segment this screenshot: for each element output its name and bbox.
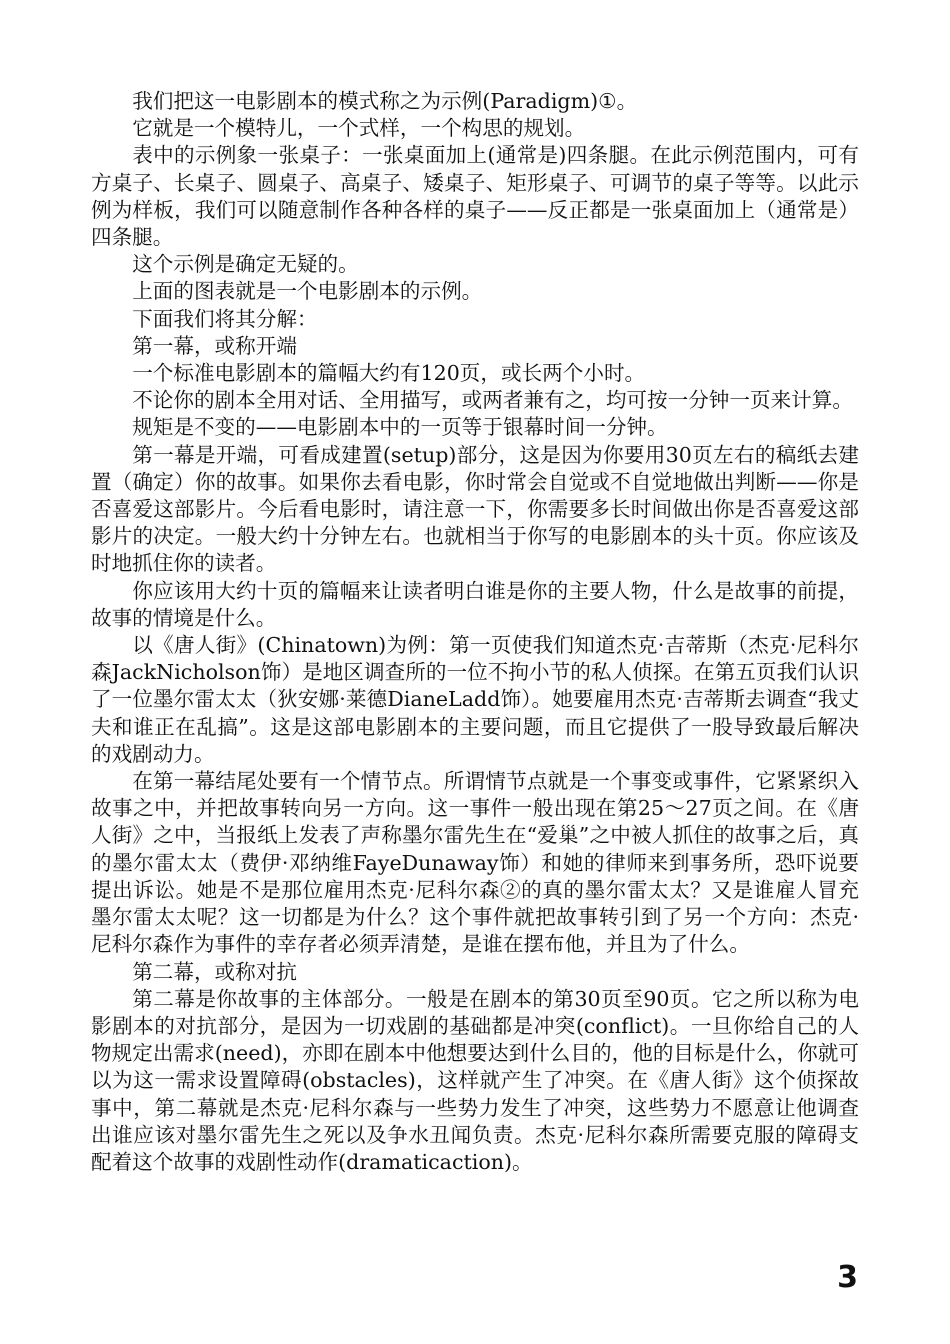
paragraph-script-length: 一个标准电影剧本的篇幅大约有120页，或长两个小时。 (132, 361, 646, 386)
paragraph-page-per-minute: 不论你的剧本全用对话、全用描写，或两者兼有之，均可按一分钟一页来计算。 (132, 388, 853, 413)
paragraph-paradigm-definition: 我们把这一电影剧本的模式称之为示例(Paradigm)①。 (132, 89, 638, 113)
section-heading-act-one: 第一幕，或称开端 (132, 333, 297, 358)
paragraph-chart-reference: 上面的图表就是一个电影剧本的示例。 (132, 279, 483, 304)
paragraph-model-description: 它就是一个模特儿，一个式样，一个构思的规划。 (132, 116, 586, 141)
paragraph-chinatown-example: 以《唐人街》(Chinatown)为例：第一页使我们知道杰克·吉蒂斯（杰克·尼科尔森JackNicholson饰）是地区调查所的一位不拘小节的私人侦探。在第五页我们认识了一位墨尔雷太太（狄安娜·莱德DianeLadd饰）。她要雇用杰克·吉蒂斯去调查“我丈夫和谁正在乱搞”。这是这部电影剧本的主要问题，而且它提供了一股导致最后解决的戏剧动力。 (91, 633, 859, 766)
paragraph-breakdown-intro: 下面我们将其分解： (132, 306, 318, 331)
paragraph-act-one-setup: 第一幕是开端，可看成建置(setup)部分，这是因为你要用30页左右的稿纸去建置（确定）你的故事。如果你去看电影，你时常会自觉或不自觉地做出判断——你是否喜爱这部影片。今后看电影时，请注意一下，你需要多长时间做出你是否喜爱这部影片的决定。一般大约十分钟左右。也就相当于你写的电影剧本的头十页。你应该及时地抓住你的读者。 (91, 442, 859, 576)
paragraph-plot-point: 在第一幕结尾处要有一个情节点。所谓情节点就是一个事变或事件，它紧紧织入故事之中，并把故事转向另一方向。这一事件一般出现在第25～27页之间。在《唐人街》之中，当报纸上发表了声称墨尔雷先生在“爱巢”之中被人抓住的故事之后，真的墨尔雷太太（费伊·邓纳维FayeDunaway饰）和她的律师来到事务所，恐吓说要提出诉讼。她是不是那位雇用杰克·尼科尔森②的真的墨尔雷太太？又是谁雇人冒充墨尔雷太太呢？这一切都是为什么？这个事件就把故事转引到了另一个方向：杰克·尼科尔森作为事件的幸存者必须弄清楚，是谁在摆布他，并且为了什么。 (91, 769, 859, 957)
page-body (91, 88, 859, 1176)
paragraph-first-ten-pages: 你应该用大约十页的篇幅来让读者明白谁是你的主要人物，什么是故事的前提，故事的情境是什么。 (91, 578, 859, 630)
paragraph-table-analogy: 表中的示例象一张桌子：一张桌面加上(通常是)四条腿。在此示例范围内，可有方桌子、长桌子、圆桌子、高桌子、矮桌子、矩形桌子、可调节的桌子等等。以此示例为样板，我们可以随意制作各种各样的桌子——反正都是一张桌面加上（通常是）四条腿。 (91, 143, 859, 250)
paragraph-rule: 规矩是不变的——电影剧本中的一页等于银幕时间一分钟。 (132, 415, 668, 440)
page-number: 3 (837, 1260, 858, 1295)
paragraph-act-two-confrontation: 第二幕是你故事的主体部分。一般是在剧本的第30页至90页。它之所以称为电影剧本的对抗部分，是因为一切戏剧的基础都是冲突(conflict)。一旦你给自己的人物规定出需求(need)，亦即在剧本中他想要达到什么目的，他的目标是什么，你就可以为这一需求设置障碍(obstacles)，这样就产生了冲突。在《唐人街》这个侦探故事中，第二幕就是杰克·尼科尔森与一些势力发生了冲突，这些势力不愿意让他调查出谁应该对墨尔雷先生之死以及争水丑闻负责。杰克·尼科尔森所需要克服的障碍支配着这个故事的戏剧性动作(dramaticaction)。 (91, 986, 859, 1174)
section-heading-act-two: 第二幕，或称对抗 (132, 959, 297, 984)
paragraph-paradigm-certain: 这个示例是确定无疑的。 (132, 252, 359, 277)
